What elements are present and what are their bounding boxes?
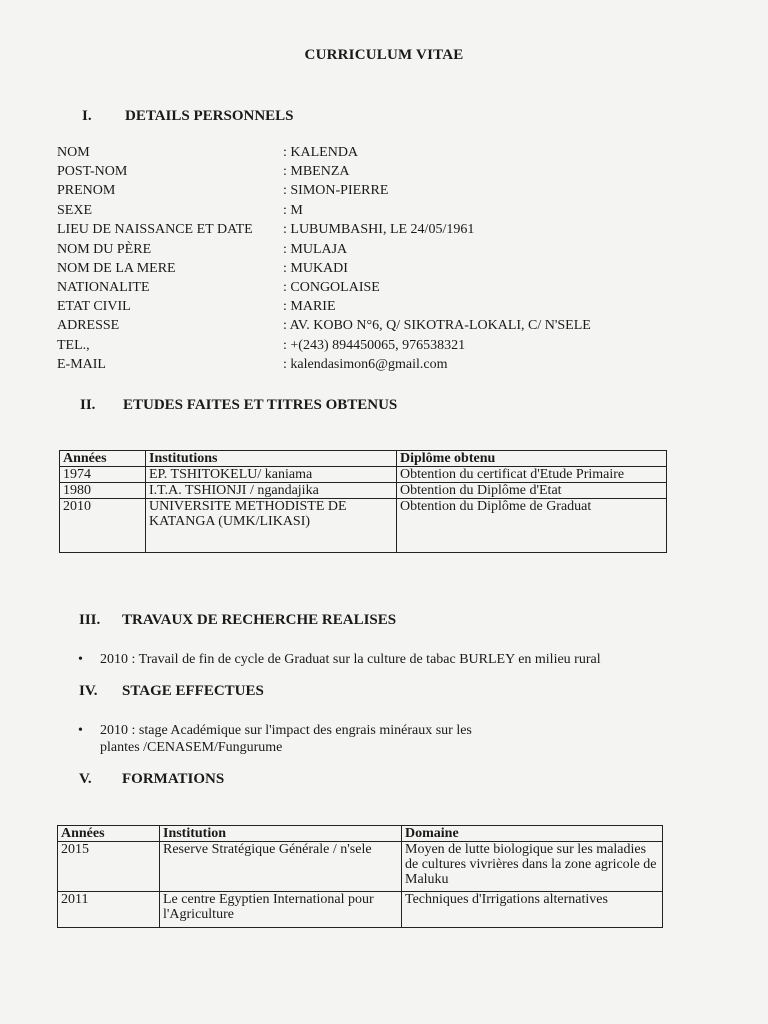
field-label: SEXE — [57, 203, 92, 218]
field-label: TEL., — [57, 338, 90, 353]
personal-row-nom — [57, 145, 677, 164]
personal-row-address — [57, 318, 677, 337]
cell-year: 2010 — [60, 499, 146, 553]
cell-institution: Reserve Stratégique Générale / n'sele — [160, 842, 402, 892]
field-value: : CONGOLAISE — [283, 280, 380, 295]
header-years: Années — [60, 451, 146, 467]
section-number: IV. — [79, 683, 98, 699]
personal-row-sexe — [57, 203, 677, 222]
field-label: NOM DU PÈRE — [57, 242, 152, 257]
bullet-icon: • — [78, 723, 83, 738]
table-header-row — [60, 451, 667, 467]
personal-row-mother — [57, 261, 677, 280]
cell-institution — [146, 499, 397, 553]
studies-table — [59, 450, 667, 553]
cell-institution: EP. TSHITOKELU/ kaniama — [146, 467, 397, 483]
cell-diploma: Obtention du Diplôme d'Etat — [397, 483, 667, 499]
field-label: ETAT CIVIL — [57, 299, 131, 314]
header-diploma: Diplôme obtenu — [397, 451, 667, 467]
stage-text: 2010 : stage Académique sur l'impact des engrais minéraux sur les plantes /CENASEM/Fungurume — [100, 723, 472, 755]
section-title: ETUDES FAITES ET TITRES OBTENUS — [123, 397, 398, 413]
field-value: : AV. KOBO N°6, Q/ SIKOTRA-LOKALI, C/ N'SELE — [283, 318, 591, 333]
personal-row-civil-status — [57, 299, 677, 318]
cell-year: 1974 — [60, 467, 146, 483]
personal-row-father — [57, 242, 677, 261]
section-number: II. — [80, 397, 96, 413]
section-title: FORMATIONS — [122, 771, 225, 787]
field-label: POST-NOM — [57, 164, 128, 179]
section-number: I. — [82, 108, 92, 124]
table-row — [58, 842, 663, 892]
field-label: E-MAIL — [57, 357, 106, 372]
cell-diploma: Obtention du Diplôme de Graduat — [397, 499, 667, 553]
personal-row-email — [57, 357, 677, 376]
document-title: CURRICULUM VITAE — [304, 47, 464, 63]
personal-row-tel — [57, 338, 677, 357]
header-institutions: Institutions — [146, 451, 397, 467]
header-institution: Institution — [160, 826, 402, 842]
field-value: : LUBUMBASHI, LE 24/05/1961 — [283, 222, 475, 237]
field-value: : MBENZA — [283, 164, 350, 179]
cell-year: 2011 — [58, 892, 160, 928]
section-number: V. — [79, 771, 92, 787]
table-row — [58, 892, 663, 928]
section-title: DETAILS PERSONNELS — [125, 108, 294, 124]
field-value: : MULAJA — [283, 242, 348, 257]
section-number: III. — [79, 612, 101, 628]
table-row — [60, 499, 667, 553]
cell-institution-text: UNIVERSITE METHODISTE DE KATANGA (UMK/LIKASI) — [149, 499, 347, 529]
field-label: NATIONALITE — [57, 280, 150, 295]
cell-institution: Le centre Egyptien International pour l'Agriculture — [160, 892, 402, 928]
cell-institution: I.T.A. TSHIONJI / ngandajika — [146, 483, 397, 499]
personal-row-prenom — [57, 183, 677, 202]
field-value: : kalendasimon6@gmail.com — [283, 357, 448, 372]
cell-year: 2015 — [58, 842, 160, 892]
field-value: : SIMON-PIERRE — [283, 183, 389, 198]
field-label: ADRESSE — [57, 318, 120, 333]
header-years: Années — [58, 826, 160, 842]
table-row — [60, 483, 667, 499]
table-row — [60, 467, 667, 483]
table-header-row — [58, 826, 663, 842]
personal-row-post-nom — [57, 164, 677, 183]
bullet-icon: • — [78, 652, 83, 667]
cell-domain: Moyen de lutte biologique sur les maladies de cultures vivrières dans la zone agricole de Maluku — [402, 842, 663, 892]
field-value: : MARIE — [283, 299, 336, 314]
section-title: TRAVAUX DE RECHERCHE REALISES — [122, 612, 397, 628]
formations-table — [57, 825, 663, 928]
personal-row-nationality — [57, 280, 677, 299]
personal-row-birth — [57, 222, 677, 241]
field-label: LIEU DE NAISSANCE ET DATE — [57, 222, 253, 237]
section-title: STAGE EFFECTUES — [122, 683, 264, 699]
field-value: : M — [283, 203, 303, 218]
header-domain: Domaine — [402, 826, 663, 842]
cell-domain: Techniques d'Irrigations alternatives — [402, 892, 663, 928]
field-value: : KALENDA — [283, 145, 359, 160]
research-text: 2010 : Travail de fin de cycle de Graduat sur la culture de tabac BURLEY en milieu rural — [100, 652, 601, 667]
field-label: NOM DE LA MERE — [57, 261, 176, 276]
field-value: : MUKADI — [283, 261, 348, 276]
cell-diploma: Obtention du certificat d'Etude Primaire — [397, 467, 667, 483]
field-label: NOM — [57, 145, 90, 160]
field-label: PRENOM — [57, 183, 116, 198]
cell-year: 1980 — [60, 483, 146, 499]
field-value: : +(243) 894450065, 976538321 — [283, 338, 466, 353]
